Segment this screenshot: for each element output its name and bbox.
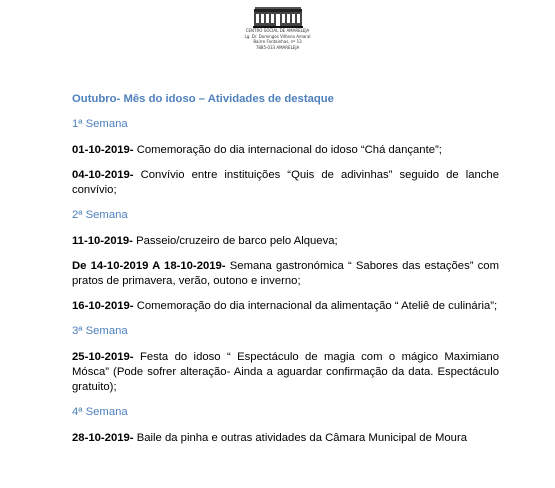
letterhead [0,6,555,50]
activity-entry [72,143,499,158]
activity-description: Baile da pinha e outras atividades da Câmara Municipal de Moura [133,432,468,444]
document-body [72,92,499,456]
week-heading: 1ª Semana [72,118,128,130]
activity-entry [72,431,499,446]
activity-entry [72,350,499,395]
activity-date: 28-10-2019- [72,432,134,444]
activity-description: Semana gastronómica “ Sabores das estações” com pratos de primavera, verão, outono e inverno; [72,260,500,287]
building-facade-logo-icon [253,6,303,28]
week-heading: 3ª Semana [72,325,128,337]
activity-date: 04-10-2019- [72,169,134,181]
address-line: Bairro Fontainhas, nº 13 [253,39,302,44]
activity-entry [72,299,499,314]
activity-entry [72,168,499,198]
activity-date: 11-10-2019- [72,235,133,247]
address-line: Lg. Dr. Domingos Vilhena Amaral [244,33,311,39]
activity-entry [72,259,499,289]
activity-description: Festa do idoso “ Espectáculo de magia com o mágico Maximiano Mósca” (Pode sofrer alteração- Ainda a aguardar confirmação da data. Espectáculo gratuito); [72,351,499,393]
activity-description: Comemoração do dia internacional da alimentação “ Ateliê de culinária”; [133,300,498,312]
week-heading: 2ª Semana [72,209,128,221]
address-line: CENTRO SOCIAL DE AMARELEJA [245,28,310,33]
activity-date: 16-10-2019- [72,300,134,312]
week-heading: 4ª Semana [72,406,128,418]
activity-date: De 14-10-2019 A 18-10-2019- [72,260,226,272]
activity-entry [72,234,499,249]
address-line: 7885-033 AMARELEJA [255,44,300,50]
activity-description: Passeio/cruzeiro de barco pelo Alqueva; [132,235,338,247]
document-title: Outubro- Mês do idoso – Atividades de destaque [72,93,334,105]
activity-date: 01-10-2019- [72,144,134,156]
activity-date: 25-10-2019- [72,351,134,363]
activity-description: Convívio entre instituições “Quis de adivinhas” seguido de lanche convívio; [72,169,499,196]
activity-description: Comemoração do dia internacional do idoso “Chá dançante”; [133,144,442,156]
